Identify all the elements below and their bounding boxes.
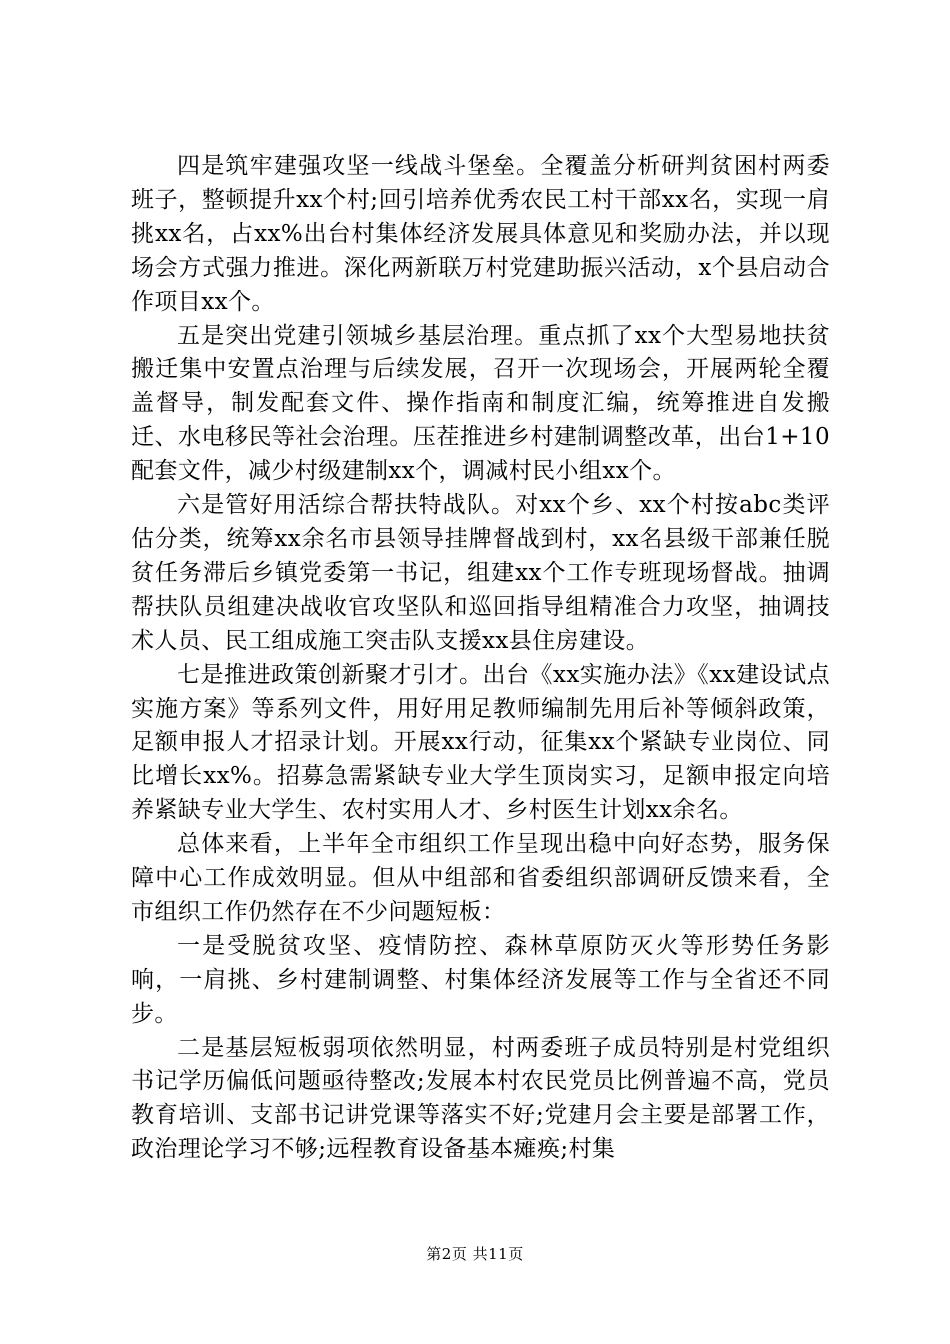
paragraph-problem-two: 二是基层短板弱项依然明显，村两委班子成员特别是村党组织书记学历偏低问题亟待整改;发展本村农民党员比例普遍不高，党员教育培训、支部书记讲党课等落实不好;党建月会主要是部署工作，政治理论学习不够;远程教育设备基本瘫痪;村集: [131, 1034, 830, 1163]
paragraph-fortress: 四是筑牢建强攻坚一线战斗堡垒。全覆盖分析研判贫困村两委班子，整顿提升xx个村;回引培养优秀农民工村干部xx名，实现一肩挑xx名，占xx%出台村集体经济发展具体意见和奖励办法，并以现场会方式强力推进。深化两新联万村党建助振兴活动，x个县启动合作项目xx个。: [131, 153, 830, 315]
paragraph-overview: 总体来看，上半年全市组织工作呈现出稳中向好态势，服务保障中心工作成效明显。但从中组部和省委组织部调研反馈来看，全市组织工作仍然存在不少问题短板：: [131, 831, 830, 925]
page-number-footer: 第2页 共11页: [426, 1245, 524, 1263]
paragraph-problem-one: 一是受脱贫攻坚、疫情防控、森林草原防灭火等形势任务影响，一肩挑、乡村建制调整、村集体经济发展等工作与全省还不同步。: [131, 932, 830, 1027]
paragraph-governance: 五是突出党建引领城乡基层治理。重点抓了xx个大型易地扶贫搬迁集中安置点治理与后续发展，召开一次现场会，开展两轮全覆盖督导，制发配套文件、操作指南和制度汇编，统筹推进自发搬迁、水电移民等社会治理。压茬推进乡村建制调整改革，出台1+10配套文件，减少村级建制xx个，调减村民小组xx个。: [131, 322, 830, 485]
body-text: [131, 150, 830, 1167]
paragraph-talent-policy: 七是推进政策创新聚才引才。出台《xx实施办法》《xx建设试点实施方案》等系列文件，用好用足教师编制先用后补等倾斜政策，足额申报人才招录计划。开展xx行动，征集xx个紧缺专业岗位、同比增长xx%。招募急需紧缺专业大学生顶岗实习，足额申报定向培养紧缺专业大学生、农村实用人才、乡村医生计划xx余名。: [131, 661, 830, 824]
paragraph-assistance-team: 六是管好用活综合帮扶特战队。对xx个乡、xx个村按abc类评估分类，统筹xx余名市县领导挂牌督战到村，xx名县级干部兼任脱贫任务滞后乡镇党委第一书记，组建xx个工作专班现场督战。抽调帮扶队员组建决战收官攻坚队和巡回指导组精准合力攻坚，抽调技术人员、民工组成施工突击队支援xx县住房建设。: [131, 492, 830, 654]
